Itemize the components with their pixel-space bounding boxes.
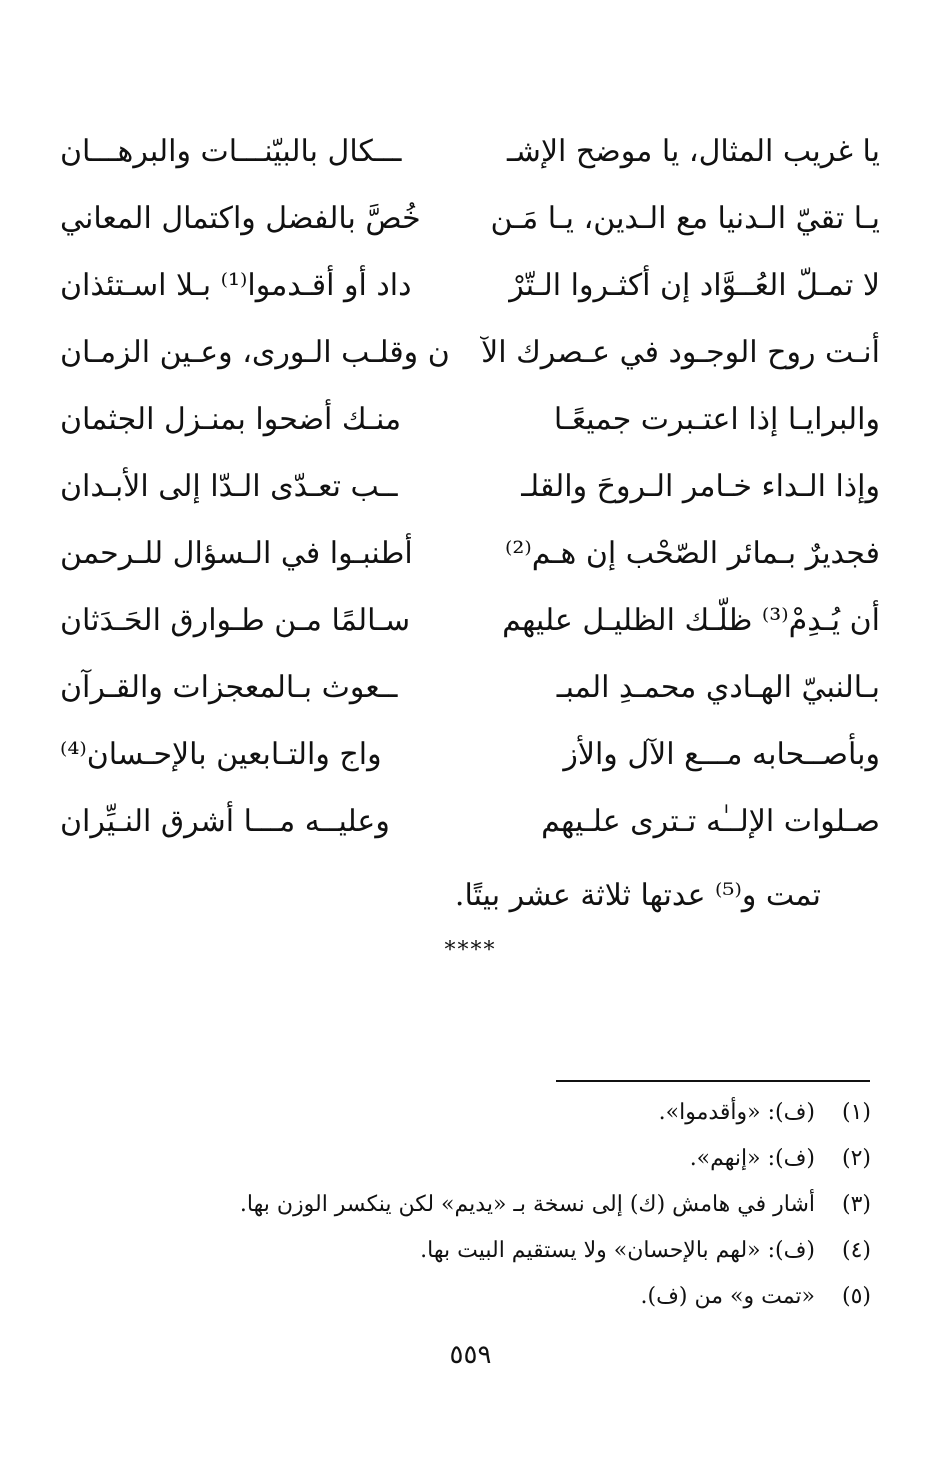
verse <box>60 185 880 252</box>
footnote <box>51 1228 871 1274</box>
verse <box>60 587 880 654</box>
verse-first-hemistich: يـا تقيّ الـدنيا مع الـدين، يـا مَـن <box>490 201 880 236</box>
verse-second-hemistich: منـك أضحوا بمنـزل الجثمان <box>60 402 402 437</box>
verse-first-hemistich: صـلوات الإلــٰه تـترى علـيهم <box>541 804 880 839</box>
footnote-text: أشار في هامش (ك) إلى نسخة بـ «يديم» لكن ينكسر الوزن بها. <box>239 1192 815 1217</box>
poem <box>60 118 880 855</box>
verse-first-hemistich: بـالنبيّ الهـادي محمـدِ المبـ <box>556 670 880 705</box>
page-number: ٥٥٩ <box>449 1340 492 1370</box>
verse <box>60 788 880 855</box>
footnote-number: (٥) <box>841 1284 871 1309</box>
verse-first-hemistich: أن يُـدِمْ⁽³⁾ ظلّـك الظليـل عليهم <box>502 603 880 638</box>
verse-second-hemistich: ــب تعـدّى الـدّا إلى الأبـدان <box>60 469 398 504</box>
footnote-number: (٢) <box>841 1146 871 1171</box>
footnote-number: (٤) <box>841 1238 871 1263</box>
footnote-text: «تمت و» من (ف). <box>640 1284 815 1309</box>
footnote-text: (ف): «وأقدموا». <box>658 1100 815 1125</box>
verse-first-hemistich: لا تمـلّ العُــوَّاد إن أكثـروا الـتّرْ <box>509 268 880 303</box>
footnote <box>51 1136 871 1182</box>
verse-first-hemistich: يا غريب المثال، يا موضح الإشـ <box>507 134 880 169</box>
verse <box>60 654 880 721</box>
verse-second-hemistich: سـالمًا مـن طـوارق الحَـدَثان <box>60 603 411 638</box>
verse-first-hemistich: فجديرٌ بـمائر الصّحْب إن هـم⁽²⁾ <box>504 536 880 571</box>
footnote-text: (ف): «إنهم». <box>689 1146 815 1171</box>
verse <box>60 520 880 587</box>
verse-second-hemistich: ـــكال بالبيّنـــات والبرهـــان <box>60 134 402 169</box>
verse <box>60 386 880 453</box>
verse-second-hemistich: خُصَّ بالفضل واكتمال المعاني <box>60 201 421 236</box>
footnote <box>51 1090 871 1136</box>
section-separator: **** <box>444 938 497 963</box>
footnote-number: (١) <box>841 1100 871 1125</box>
footnote-rule <box>556 1080 870 1082</box>
verse-first-hemistich: وبأصــحابه مـــع الآل والأز <box>563 737 880 772</box>
footnote <box>51 1274 871 1320</box>
verse <box>60 118 880 185</box>
footnote-number: (٣) <box>841 1192 871 1217</box>
verse-second-hemistich: داد أو أقـدموا⁽¹⁾ بـلا اسـتئذان <box>60 268 412 303</box>
verse-second-hemistich: ن وقلـب الـورى، وعـين الزمـان <box>60 335 450 370</box>
verse-first-hemistich: أنـت روح الوجـود في عـصرك الآ <box>481 335 880 370</box>
verse-second-hemistich: واج والتـابعين بالإحـسان⁽⁴⁾ <box>60 737 382 772</box>
verse-second-hemistich: ــعوث بـالمعجزات والقـرآن <box>60 670 398 705</box>
footnote <box>51 1182 871 1228</box>
verse-first-hemistich: وإذا الـداء خـامر الـروحَ والقلـ <box>521 469 880 504</box>
verse <box>60 319 880 386</box>
verse <box>60 453 880 520</box>
closing-line: تمت و⁽⁵⁾ عدتها ثلاثة عشر بيتًا. <box>454 878 821 913</box>
verse <box>60 252 880 319</box>
verse-second-hemistich: وعليــه مـــا أشرق النـيِّران <box>60 804 390 839</box>
footnotes <box>51 1090 871 1320</box>
verse-second-hemistich: أطنبـوا في الـسؤال للـرحمن <box>60 536 413 571</box>
footnote-text: (ف): «لهم بالإحسان» ولا يستقيم البيت بها. <box>420 1238 815 1263</box>
verse-first-hemistich: والبرايـا إذا اعتـبرت جميعًـا <box>553 402 880 437</box>
verse <box>60 721 880 788</box>
